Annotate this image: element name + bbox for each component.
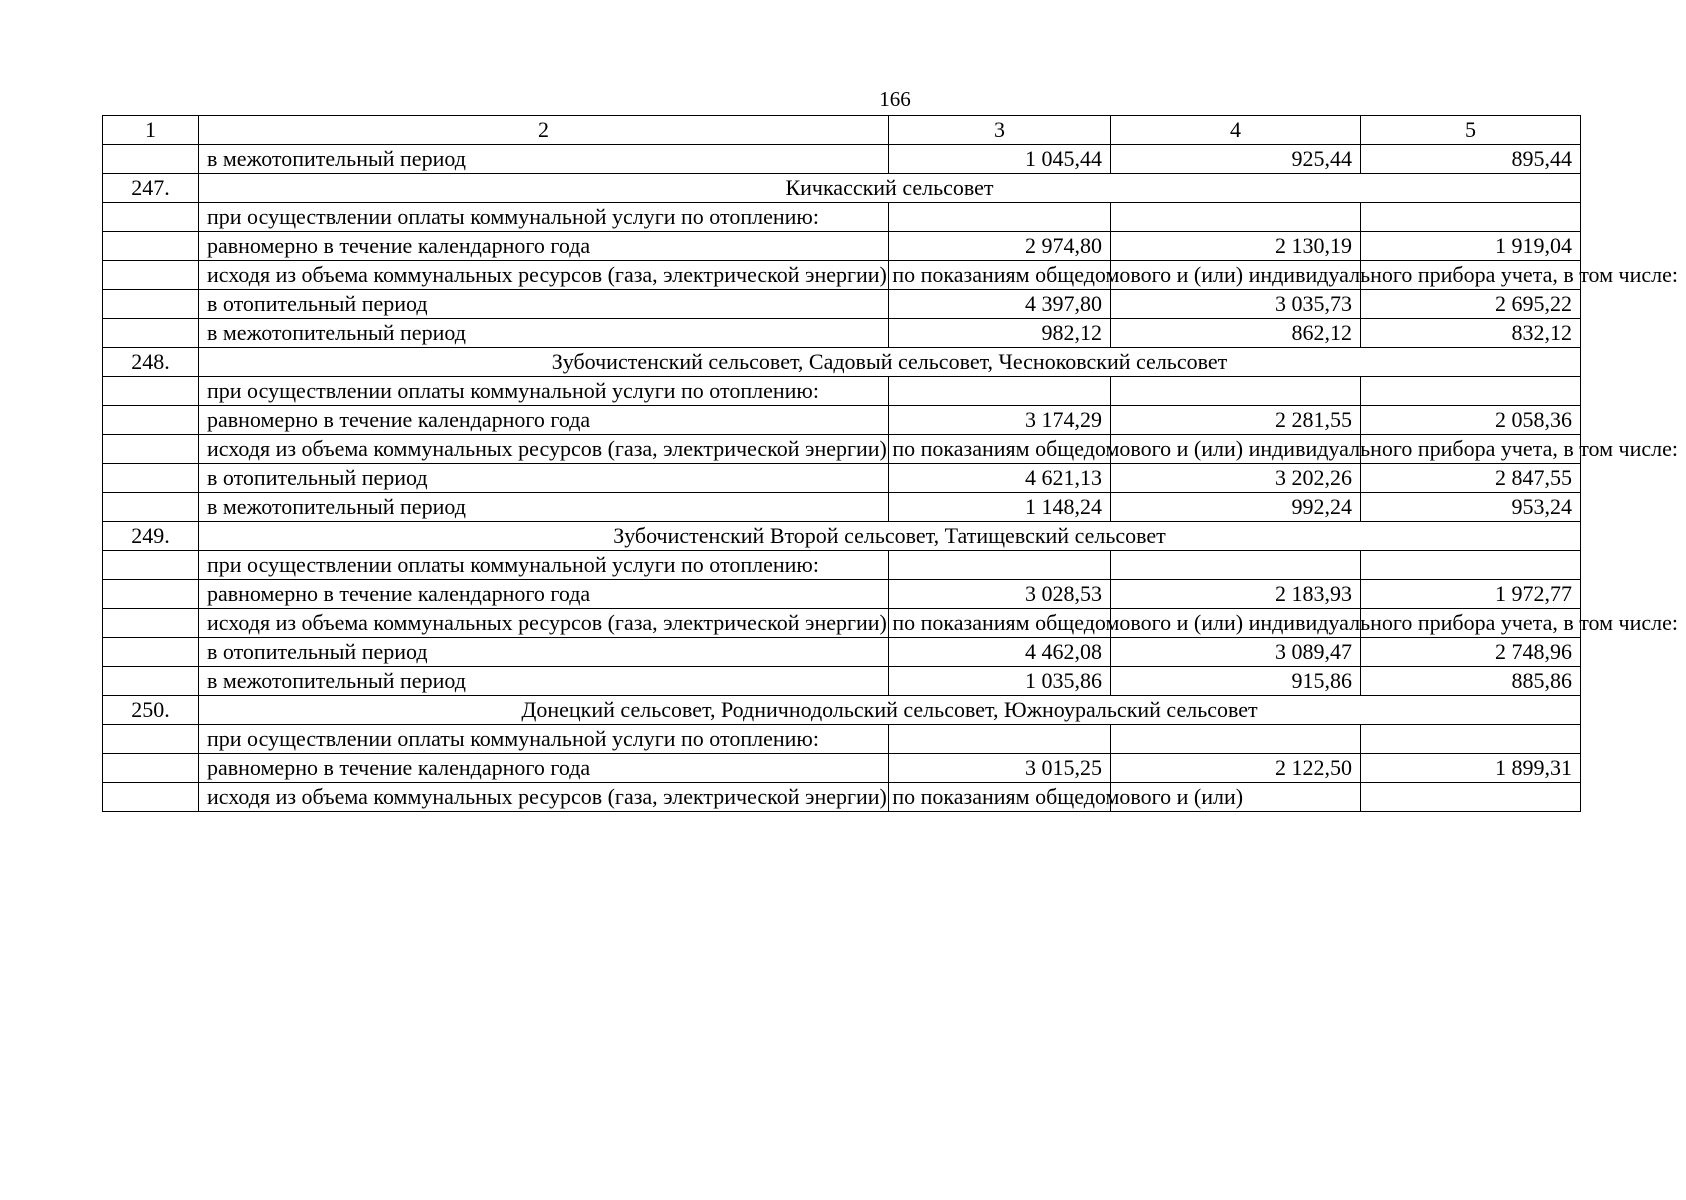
value-col-3: 4 462,08	[889, 638, 1111, 667]
description-cell: в межотопительный период	[199, 145, 889, 174]
row-number-cell	[103, 203, 199, 232]
value-col-4: 862,12	[1111, 319, 1361, 348]
row-number: 250.	[103, 696, 199, 725]
table-row	[103, 609, 1581, 638]
row-number-cell	[103, 551, 199, 580]
table-body	[103, 145, 1679, 812]
row-number-cell	[103, 435, 199, 464]
value-col-4: 992,24	[1111, 493, 1361, 522]
description-cell: при осуществлении оплаты коммунальной услуги по отоплению:	[199, 725, 889, 754]
table-row	[103, 203, 1581, 232]
value-col-3	[889, 377, 1111, 406]
row-number-cell	[103, 609, 199, 638]
value-col-4: 3 035,73	[1111, 290, 1361, 319]
row-number-cell	[103, 580, 199, 609]
table-row	[103, 435, 1581, 464]
header-col-5: 5	[1361, 116, 1581, 145]
description-cell: равномерно в течение календарного года	[199, 754, 889, 783]
description-cell: исходя из объема коммунальных ресурсов (газа, электрической энергии) по показаниям общедомового и (или) индивидуального прибора учета, в том числе:	[199, 609, 889, 638]
value-col-4: 2 130,19	[1111, 232, 1361, 261]
table-row	[103, 754, 1581, 783]
table-row	[103, 406, 1581, 435]
value-col-3: 1 045,44	[889, 145, 1111, 174]
group-header-row	[103, 174, 1581, 203]
row-number-cell	[103, 319, 199, 348]
value-col-5: 1 972,77	[1361, 580, 1581, 609]
table-row	[103, 261, 1581, 290]
table-row	[103, 232, 1581, 261]
value-col-3: 982,12	[889, 319, 1111, 348]
value-col-4: 3 202,26	[1111, 464, 1361, 493]
table-row	[103, 493, 1581, 522]
value-col-5: 1 919,04	[1361, 232, 1581, 261]
table-row	[103, 638, 1581, 667]
group-header-row	[103, 522, 1581, 551]
table-row	[103, 725, 1581, 754]
value-col-4	[1111, 725, 1361, 754]
value-col-4: 2 122,50	[1111, 754, 1361, 783]
description-cell: в отопительный период	[199, 464, 889, 493]
description-cell: исходя из объема коммунальных ресурсов (газа, электрической энергии) по показаниям общедомового и (или)	[199, 783, 889, 812]
header-col-1: 1	[103, 116, 199, 145]
value-col-5: 2 058,36	[1361, 406, 1581, 435]
value-col-3	[889, 203, 1111, 232]
value-col-3: 1 148,24	[889, 493, 1111, 522]
row-number-cell	[103, 377, 199, 406]
description-cell: равномерно в течение календарного года	[199, 406, 889, 435]
table-row	[103, 319, 1581, 348]
value-col-5: 1 899,31	[1361, 754, 1581, 783]
value-col-4	[1111, 377, 1361, 406]
description-cell: при осуществлении оплаты коммунальной услуги по отоплению:	[199, 377, 889, 406]
header-col-2: 2	[199, 116, 889, 145]
value-col-4	[1111, 203, 1361, 232]
table-row	[103, 783, 1581, 812]
row-number-cell	[103, 783, 199, 812]
header-col-4: 4	[1111, 116, 1361, 145]
description-cell: при осуществлении оплаты коммунальной услуги по отоплению:	[199, 551, 889, 580]
value-col-5: 885,86	[1361, 667, 1581, 696]
description-cell: равномерно в течение календарного года	[199, 232, 889, 261]
value-col-5	[1361, 203, 1581, 232]
description-cell: в отопительный период	[199, 638, 889, 667]
value-col-5: 832,12	[1361, 319, 1581, 348]
settlement-group-title: Зубочистенский Второй сельсовет, Татищевский сельсовет	[199, 522, 1581, 551]
settlement-group-title: Кичкасский сельсовет	[199, 174, 1581, 203]
table-row	[103, 377, 1581, 406]
table-row	[103, 290, 1581, 319]
row-number-cell	[103, 406, 199, 435]
value-col-4	[1111, 551, 1361, 580]
row-number-cell	[103, 667, 199, 696]
row-number-cell	[103, 464, 199, 493]
table-row	[103, 667, 1581, 696]
tariff-table	[102, 115, 1679, 812]
table-row	[103, 580, 1581, 609]
value-col-5: 2 748,96	[1361, 638, 1581, 667]
row-number: 249.	[103, 522, 199, 551]
table-row	[103, 551, 1581, 580]
value-col-3: 4 397,80	[889, 290, 1111, 319]
description-cell: при осуществлении оплаты коммунальной услуги по отоплению:	[199, 203, 889, 232]
value-col-4: 2 281,55	[1111, 406, 1361, 435]
group-header-row	[103, 696, 1581, 725]
row-number-cell	[103, 261, 199, 290]
value-col-5	[1361, 551, 1581, 580]
description-cell: в межотопительный период	[199, 319, 889, 348]
group-header-row	[103, 348, 1581, 377]
table-row	[103, 145, 1581, 174]
value-col-3: 3 015,25	[889, 754, 1111, 783]
value-col-4: 2 183,93	[1111, 580, 1361, 609]
value-col-3	[889, 725, 1111, 754]
description-cell: в межотопительный период	[199, 667, 889, 696]
value-col-3: 2 974,80	[889, 232, 1111, 261]
description-cell: исходя из объема коммунальных ресурсов (газа, электрической энергии) по показаниям общедомового и (или) индивидуального прибора учета, в том числе:	[199, 435, 889, 464]
value-col-5	[1361, 725, 1581, 754]
row-number: 248.	[103, 348, 199, 377]
value-col-3: 4 621,13	[889, 464, 1111, 493]
row-number-cell	[103, 290, 199, 319]
description-cell: в межотопительный период	[199, 493, 889, 522]
row-number: 247.	[103, 174, 199, 203]
row-number-cell	[103, 725, 199, 754]
value-col-4: 3 089,47	[1111, 638, 1361, 667]
settlement-group-title: Зубочистенский сельсовет, Садовый сельсовет, Чесноковский сельсовет	[199, 348, 1581, 377]
row-number-cell	[103, 754, 199, 783]
header-col-3: 3	[889, 116, 1111, 145]
row-number-cell	[103, 638, 199, 667]
description-cell: в отопительный период	[199, 290, 889, 319]
header-row	[103, 116, 1581, 145]
value-col-5: 2 695,22	[1361, 290, 1581, 319]
value-col-5: 895,44	[1361, 145, 1581, 174]
page-number: 166	[879, 87, 911, 111]
value-col-3: 3 174,29	[889, 406, 1111, 435]
value-col-3	[889, 551, 1111, 580]
value-col-5: 2 847,55	[1361, 464, 1581, 493]
row-number-cell	[103, 145, 199, 174]
settlement-group-title: Донецкий сельсовет, Родничнодольский сельсовет, Южноуральский сельсовет	[199, 696, 1581, 725]
value-col-5	[1361, 783, 1581, 812]
value-col-3: 3 028,53	[889, 580, 1111, 609]
row-number-cell	[103, 232, 199, 261]
value-col-4: 915,86	[1111, 667, 1361, 696]
value-col-5: 953,24	[1361, 493, 1581, 522]
description-cell: равномерно в течение календарного года	[199, 580, 889, 609]
row-number-cell	[103, 493, 199, 522]
value-col-3: 1 035,86	[889, 667, 1111, 696]
value-col-5	[1361, 377, 1581, 406]
value-col-4: 925,44	[1111, 145, 1361, 174]
description-cell: исходя из объема коммунальных ресурсов (газа, электрической энергии) по показаниям общедомового и (или) индивидуального прибора учета, в том числе:	[199, 261, 889, 290]
table-row	[103, 464, 1581, 493]
